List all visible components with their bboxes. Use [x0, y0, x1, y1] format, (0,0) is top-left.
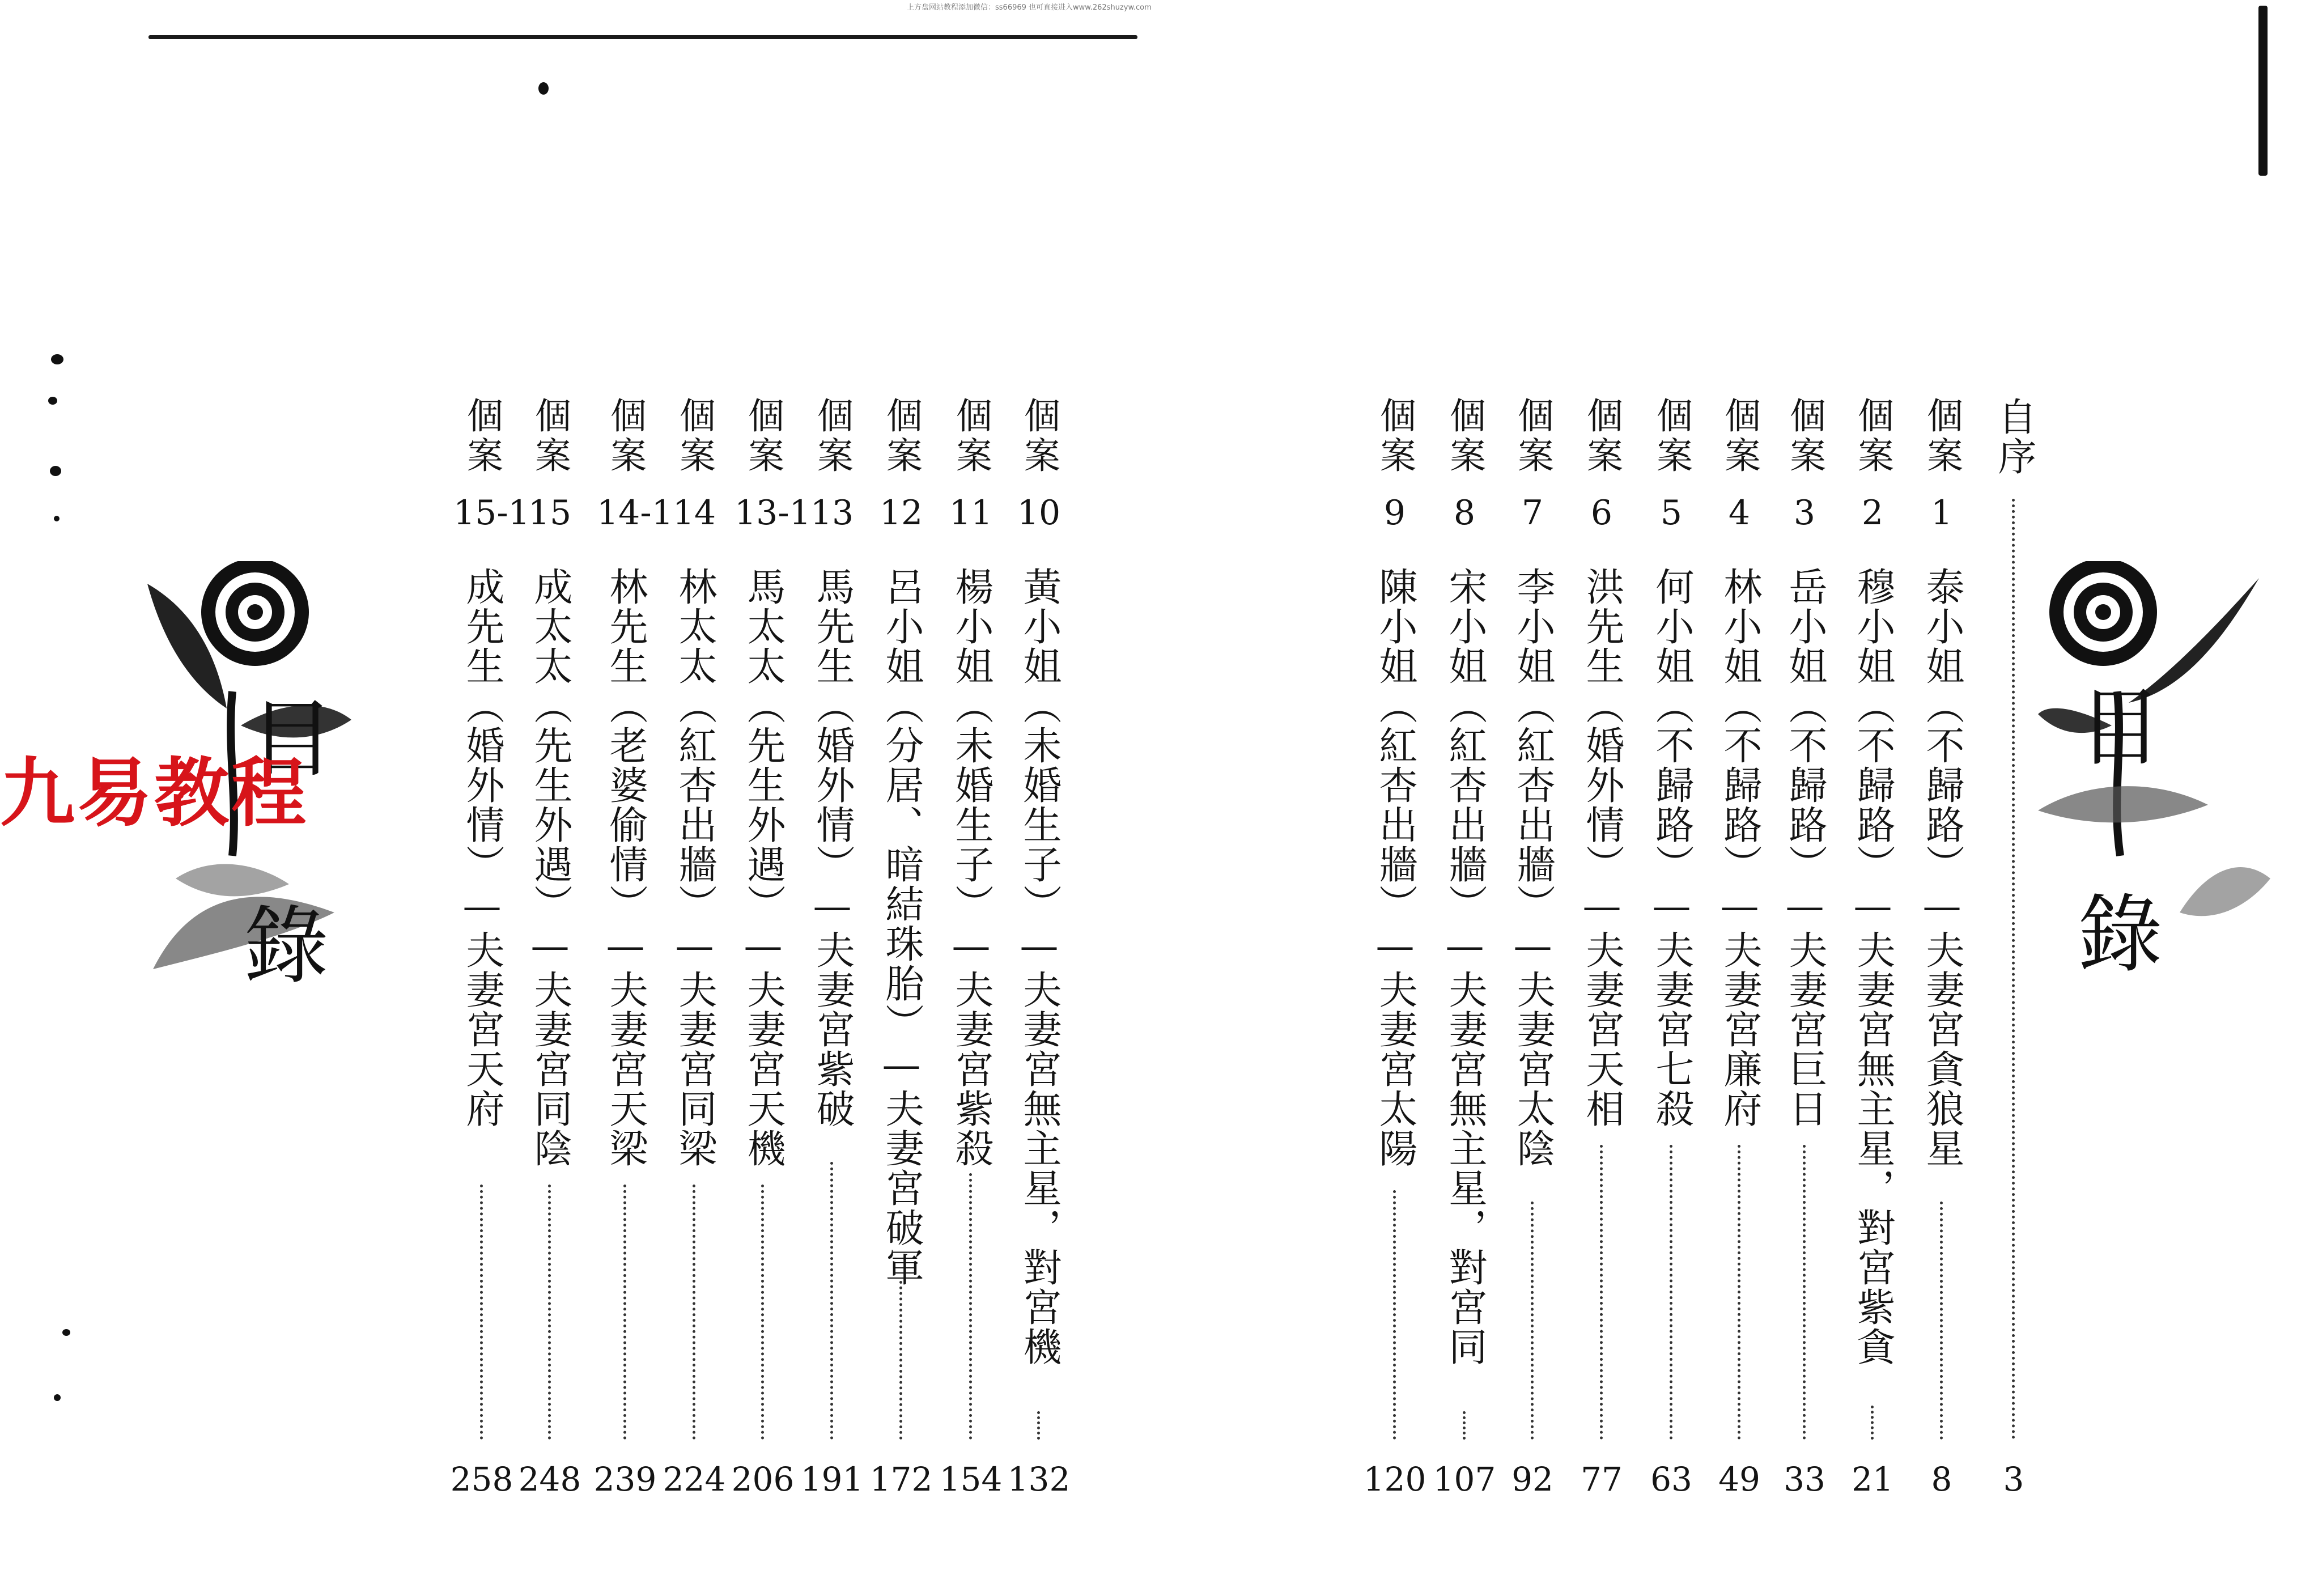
case-label: 個案	[529, 397, 571, 476]
leader-dots	[969, 1173, 972, 1440]
right-page	[1148, 0, 2297, 1596]
leader-dots	[1738, 1145, 1740, 1440]
case-label: 個案	[1784, 397, 1825, 476]
case-label: 個案	[1852, 397, 1893, 476]
page-number: 172	[869, 1460, 933, 1499]
case-number: 10	[1017, 493, 1061, 533]
entry-title: 何小姐（不歸路）—夫妻宮七殺	[1649, 567, 1694, 1128]
entry-title: 黃小姐（未婚生子）—夫妻宮無主星，對宮機	[1017, 567, 1062, 1366]
entry-title: 馬太太（先生外遇）—夫妻宮天機	[741, 567, 786, 1168]
leader-dots	[1940, 1202, 1943, 1440]
entry-title: 林先生（老婆偷情）—夫妻宮天梁	[603, 567, 648, 1168]
toc-entry-case-10[interactable]	[1007, 397, 1071, 1502]
leader-dots	[2012, 499, 2015, 1440]
toc-entry-case-1[interactable]	[1913, 397, 1970, 1502]
case-label: 個案	[1511, 397, 1553, 476]
toc-entry-preface[interactable]	[1985, 397, 2042, 1502]
case-number: 15-1	[453, 493, 530, 533]
case-label: 個案	[950, 397, 992, 476]
page-number: 248	[518, 1460, 581, 1499]
page-number: 154	[939, 1460, 1003, 1499]
case-number: 14-1	[597, 493, 673, 533]
entry-title: 穆小姐（不歸路）—夫妻宮無主星，對宮紫貪	[1850, 567, 1895, 1366]
leader-dots	[548, 1185, 551, 1440]
entry-title: 陳小姐（紅杏出牆）—夫妻宮太陽	[1373, 567, 1417, 1168]
case-number: 1	[1930, 493, 1953, 533]
case-label: 個案	[880, 397, 922, 476]
leader-dots	[830, 1162, 833, 1440]
toc-entry-case-13[interactable]	[800, 397, 864, 1502]
entry-title: 馬先生（婚外情）—夫妻宮紫破	[810, 567, 855, 1128]
toc-entry-case-15[interactable]	[518, 397, 581, 1502]
case-label: 個案	[1921, 397, 1963, 476]
page-number: 120	[1363, 1460, 1426, 1499]
case-label: 個案	[1374, 397, 1416, 476]
page-number: 258	[450, 1460, 513, 1499]
case-label: 個案	[604, 397, 646, 476]
toc-entry-case-14-1[interactable]	[593, 397, 673, 1502]
toc-entry-case-11[interactable]	[939, 397, 1003, 1502]
case-number: 9	[1383, 493, 1406, 533]
toc-entry-case-6[interactable]	[1573, 397, 1630, 1502]
leader-dots	[1803, 1145, 1806, 1440]
entry-title: 成太太（先生外遇）—夫妻宮同陰	[528, 567, 572, 1168]
entry-title: 岳小姐（不歸路）—夫妻宮巨日	[1782, 567, 1827, 1128]
page-number: 3	[2003, 1460, 2024, 1499]
page-number: 107	[1433, 1460, 1496, 1499]
case-label: 個案	[811, 397, 853, 476]
leader-dots	[1600, 1145, 1603, 1440]
leader-dots	[1670, 1145, 1672, 1440]
page-number: 224	[663, 1460, 726, 1499]
toc-entry-case-4[interactable]	[1711, 397, 1768, 1502]
toc-entry-case-15-1[interactable]	[450, 397, 530, 1502]
page-number: 21	[1852, 1460, 1893, 1499]
case-number: 12	[879, 493, 923, 533]
leader-dots	[899, 1281, 902, 1440]
case-number: 15	[528, 493, 572, 533]
page-number: 239	[593, 1460, 657, 1499]
case-number: 8	[1453, 493, 1476, 533]
page-number: 8	[1931, 1460, 1952, 1499]
case-number: 13-1	[734, 493, 811, 533]
page-number: 191	[800, 1460, 864, 1499]
case-label: 個案	[461, 397, 503, 476]
case-number: 7	[1521, 493, 1544, 533]
heading-char-bottom: 錄	[244, 897, 329, 996]
toc-entry-case-13-1[interactable]	[731, 397, 811, 1502]
case-label: 個案	[1718, 397, 1760, 476]
leader-dots	[1463, 1411, 1466, 1440]
page-number: 63	[1650, 1460, 1692, 1499]
heading-char-top: 目	[249, 690, 335, 789]
toc-entry-case-5[interactable]	[1643, 397, 1700, 1502]
case-number: 4	[1728, 493, 1751, 533]
entry-title: 宋小姐（紅杏出牆）—夫妻宮無主星，對宮同	[1442, 567, 1487, 1366]
toc-entry-case-3[interactable]	[1776, 397, 1833, 1502]
case-label: 個案	[1443, 397, 1485, 476]
leader-dots	[1531, 1202, 1534, 1440]
toc-entry-case-2[interactable]	[1844, 397, 1901, 1502]
toc-entry-case-14[interactable]	[663, 397, 726, 1502]
leader-dots	[623, 1185, 626, 1440]
page-number: 132	[1007, 1460, 1071, 1499]
leader-dots	[480, 1185, 483, 1440]
case-number: 5	[1660, 493, 1683, 533]
leader-dots	[693, 1185, 695, 1440]
page-number: 33	[1784, 1460, 1825, 1499]
entry-title: 李小姐（紅杏出牆）—夫妻宮太陰	[1510, 567, 1555, 1168]
page-number: 49	[1718, 1460, 1760, 1499]
toc-entry-case-7[interactable]	[1504, 397, 1561, 1502]
case-label: 個案	[673, 397, 715, 476]
brand-watermark: 九易教程	[0, 750, 308, 837]
heading-char-top: 目	[2078, 679, 2163, 778]
toc-entry-case-9[interactable]	[1363, 397, 1426, 1502]
toc-entry-case-8[interactable]	[1433, 397, 1496, 1502]
preface-title: 自序	[1992, 397, 2036, 476]
case-label: 個案	[1018, 397, 1060, 476]
heading-flower-art	[2038, 561, 2276, 1015]
entry-title: 洪先生（婚外情）—夫妻宮天相	[1580, 567, 1624, 1128]
leader-dots	[1871, 1406, 1874, 1440]
case-number: 11	[949, 493, 993, 533]
leader-dots	[1393, 1190, 1396, 1440]
leader-dots	[1037, 1411, 1040, 1440]
page-number: 92	[1511, 1460, 1553, 1499]
top-watermark: 上方盘网站教程添加微信：ss66969 也可直接进入www.262shuzyw.com	[907, 3, 1152, 12]
case-label: 個案	[1650, 397, 1692, 476]
page-number: 206	[731, 1460, 795, 1499]
page-number: 77	[1581, 1460, 1623, 1499]
entry-title: 林太太（紅杏出牆）—夫妻宮同梁	[672, 567, 717, 1168]
heading-char-bottom: 錄	[2078, 886, 2163, 984]
entry-title: 成先生（婚外情）—夫妻宮天府	[460, 567, 504, 1128]
case-label: 個案	[1581, 397, 1623, 476]
entry-title: 呂小姐（分居、暗結珠胎）—夫妻宮破軍	[879, 567, 924, 1287]
case-number: 3	[1793, 493, 1816, 533]
case-number: 2	[1861, 493, 1884, 533]
entry-title: 林小姐（不歸路）—夫妻宮廉府	[1717, 567, 1762, 1128]
leader-dots	[761, 1185, 764, 1440]
entry-title: 泰小姐（不歸路）—夫妻宮貪狼星	[1920, 567, 1964, 1168]
case-label: 個案	[742, 397, 784, 476]
case-number: 14	[672, 493, 716, 533]
case-number: 13	[810, 493, 854, 533]
entry-title: 楊小姐（未婚生子）—夫妻宮紫殺	[949, 567, 993, 1168]
case-number: 6	[1590, 493, 1613, 533]
toc-entry-case-12[interactable]	[869, 397, 933, 1502]
